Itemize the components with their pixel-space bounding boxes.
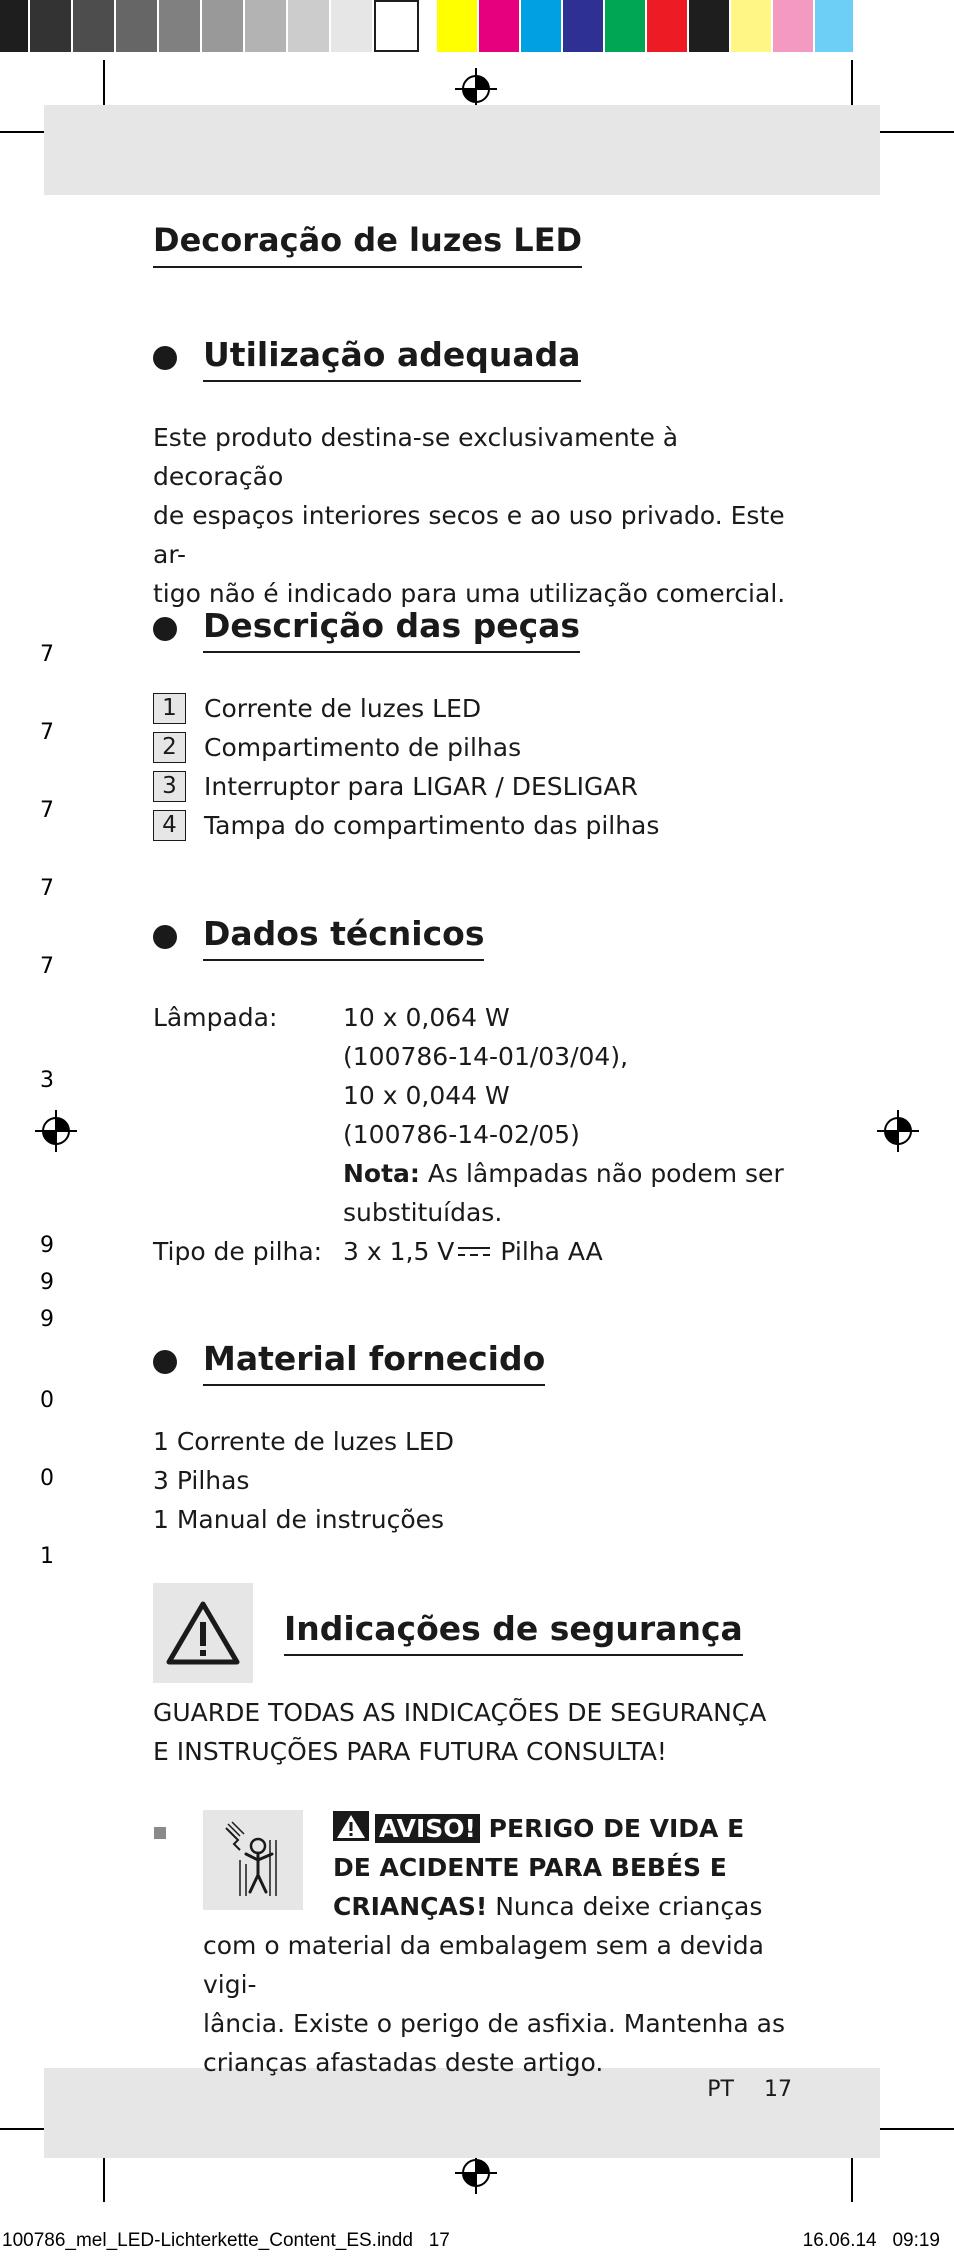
part-number: 4 <box>153 810 186 841</box>
parts-list <box>153 689 659 845</box>
text-line: com o material da embalagem sem a devida vigi- <box>203 1931 764 1999</box>
text-line: de espaços interiores secos e ao uso privado. Este ar- <box>153 501 785 569</box>
text-line: 10 x 0,044 W <box>343 1081 510 1110</box>
section-heading-safety: Indicações de segurança <box>284 1608 743 1656</box>
tech-row-battery <box>153 1232 803 1271</box>
part-number: 1 <box>153 693 186 724</box>
tech-label: Tipo de pilha: <box>153 1237 323 1266</box>
warning-bold: DE ACIDENTE PARA BEBÉS E <box>333 1853 727 1882</box>
margin-mark: 7 <box>40 876 54 901</box>
header-band <box>44 105 880 195</box>
safety-caps-text <box>153 1693 813 1771</box>
color-swatch <box>647 0 689 52</box>
tech-value <box>343 1232 803 1271</box>
tech-value <box>343 998 803 1232</box>
registration-mark-icon <box>877 1110 919 1152</box>
note-line <box>343 1154 803 1193</box>
gray-swatch <box>73 0 116 52</box>
square-bullet-icon <box>154 1827 166 1839</box>
warning-triangle-icon <box>165 1600 241 1666</box>
text-line: (100786-14-01/03/04), <box>343 1042 629 1071</box>
list-item <box>153 728 659 767</box>
warning-box <box>153 1583 253 1683</box>
gray-swatch <box>331 0 374 52</box>
section-heading-supplied <box>153 1338 545 1386</box>
section-heading-usage <box>153 334 581 382</box>
margin-mark: 9 <box>40 1307 54 1332</box>
footer-file: 100786_mel_LED-Lichterkette_Content_ES.indd 17 <box>2 2230 450 2251</box>
battery-voltage: 3 x 1,5 V <box>343 1237 455 1266</box>
warning-heading-line <box>203 1887 803 1926</box>
registration-mark-icon <box>455 2152 497 2194</box>
text-line: (100786-14-02/05) <box>343 1120 580 1149</box>
gray-swatch <box>202 0 245 52</box>
color-swatch <box>605 0 647 52</box>
margin-mark: 9 <box>40 1270 54 1295</box>
warning-heading-line <box>203 1809 803 1848</box>
gray-swatch <box>0 0 30 52</box>
margin-mark: 7 <box>40 642 54 667</box>
list-item: 1 Manual de instruções <box>153 1505 445 1534</box>
section-heading-text: Utilização adequada <box>203 334 581 382</box>
margin-mark: 7 <box>40 720 54 745</box>
aviso-badge: AVISO! <box>375 1814 480 1843</box>
bullet-dot-icon <box>153 617 177 641</box>
text-line: 10 x 0,064 W <box>343 1003 510 1032</box>
gray-swatch <box>116 0 159 52</box>
child-warning-text <box>203 1809 803 2082</box>
note-label: Nota: <box>343 1159 420 1188</box>
color-swatch <box>521 0 563 52</box>
bullet-dot-icon <box>153 346 177 370</box>
printer-color-bar <box>0 0 954 52</box>
color-swatch <box>815 0 855 52</box>
color-swatch <box>437 0 479 52</box>
margin-mark: 0 <box>40 1388 54 1413</box>
margin-mark: 7 <box>40 798 54 823</box>
gray-swatch <box>159 0 202 52</box>
list-item <box>153 767 659 806</box>
gray-swatch <box>288 0 331 52</box>
margin-mark: 3 <box>40 1068 54 1093</box>
section-heading-parts <box>153 605 580 653</box>
registration-mark-icon <box>455 68 497 110</box>
gray-swatch <box>374 0 419 52</box>
tech-data <box>153 998 803 1271</box>
part-label: Interruptor para LIGAR / DESLIGAR <box>204 772 638 801</box>
margin-mark: 7 <box>40 954 54 979</box>
text-line: tigo não é indicado para uma utilização comercial. <box>153 579 786 608</box>
text-line: substituídas. <box>343 1198 503 1227</box>
page-number <box>707 2077 792 2102</box>
section-heading-text: Dados técnicos <box>203 913 484 961</box>
list-item: 3 Pilhas <box>153 1466 250 1495</box>
section-heading-tech <box>153 913 484 961</box>
part-number: 2 <box>153 732 186 763</box>
warning-heading-line <box>203 1848 803 1887</box>
margin-mark: 0 <box>40 1466 54 1491</box>
warning-triangle-icon <box>333 1811 369 1841</box>
bullet-dot-icon <box>153 925 177 949</box>
list-item <box>153 806 659 845</box>
section-heading-text: Material fornecido <box>203 1338 545 1386</box>
part-label: Tampa do compartimento das pilhas <box>204 811 660 840</box>
footer-date: 16.06.14 09:19 <box>802 2230 940 2251</box>
bullet-dot-icon <box>153 1350 177 1374</box>
dc-symbol-icon <box>456 1244 492 1260</box>
usage-paragraph <box>153 418 803 613</box>
text-line: lância. Existe o perigo de asfixia. Mantenha as <box>203 2009 785 2038</box>
page-lang: PT <box>707 2077 734 2102</box>
text-line: GUARDE TODAS AS INDICAÇÕES DE SEGURANÇA <box>153 1698 767 1727</box>
margin-mark: 9 <box>40 1233 54 1258</box>
text-line: E INSTRUÇÕES PARA FUTURA CONSULTA! <box>153 1737 667 1766</box>
gray-swatch <box>30 0 73 52</box>
warning-bold: CRIANÇAS! <box>333 1892 488 1921</box>
battery-type: Pilha AA <box>492 1237 603 1266</box>
spacer <box>419 0 437 52</box>
warning-text: Nunca deixe crianças <box>487 1892 763 1921</box>
list-item <box>153 689 659 728</box>
warning-bold: PERIGO DE VIDA E <box>479 1814 745 1843</box>
color-swatch <box>689 0 731 52</box>
tech-row-lamp <box>153 998 803 1232</box>
part-number: 3 <box>153 771 186 802</box>
color-swatch <box>773 0 815 52</box>
section-heading-text: Descrição das peças <box>203 605 580 653</box>
color-swatch <box>479 0 521 52</box>
tech-label: Lâmpada: <box>153 1003 278 1032</box>
page-num: 17 <box>764 2077 792 2102</box>
margin-mark: 1 <box>40 1544 54 1569</box>
gray-swatch <box>245 0 288 52</box>
crop-mark <box>870 131 954 133</box>
supplied-list <box>153 1422 454 1539</box>
text-line: Este produto destina-se exclusivamente à decoração <box>153 423 679 491</box>
crop-mark <box>870 2128 954 2130</box>
color-swatch <box>563 0 605 52</box>
page-title: Decoração de luzes LED <box>153 220 582 268</box>
text-line: crianças afastadas deste artigo. <box>203 2048 604 2077</box>
list-item: 1 Corrente de luzes LED <box>153 1427 454 1456</box>
part-label: Compartimento de pilhas <box>204 733 522 762</box>
registration-mark-icon <box>35 1110 77 1152</box>
color-swatch <box>731 0 773 52</box>
part-label: Corrente de luzes LED <box>204 694 482 723</box>
note-text: As lâmpadas não podem ser <box>419 1159 784 1188</box>
